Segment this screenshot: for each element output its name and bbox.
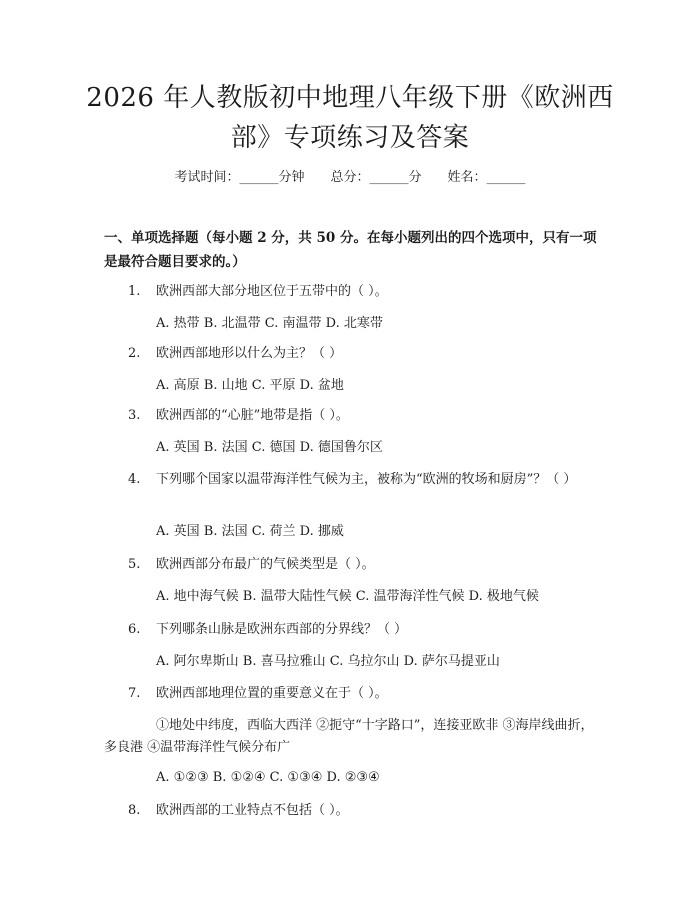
question-stem: 欧洲西部的“心脏”地带是指（ ）。	[156, 408, 349, 423]
name-field: 姓名：______	[447, 170, 526, 185]
question-item	[104, 281, 596, 303]
question-options: A. 阿尔卑斯山 B. 喜马拉雅山 C. 乌拉尔山 D. 萨尔马提亚山	[156, 654, 500, 669]
question-number: 5.	[128, 557, 141, 572]
question-item	[104, 405, 596, 427]
question-stem: 欧洲西部大部分地区位于五带中的（ ）。	[156, 284, 388, 299]
question-item	[104, 343, 596, 365]
question-item	[104, 800, 596, 822]
question-stem: 欧洲西部地形以什么为主？（ ）	[156, 346, 343, 361]
document-title	[70, 78, 630, 158]
question-options: A. 英国 B. 法国 C. 荷兰 D. 挪威	[156, 524, 344, 539]
question-item	[104, 619, 596, 641]
question-options: A. ①②③ B. ①②④ C. ①③④ D. ②③④	[156, 770, 380, 785]
section-heading-line-2: 是最符合题目要求的。）	[104, 254, 246, 270]
question-stem: 欧洲西部的工业特点不包括（ ）。	[156, 803, 349, 818]
question-number: 1.	[128, 284, 141, 299]
question-options: A. 地中海气候 B. 温带大陆性气候 C. 温带海洋性气候 D. 极地气候	[156, 589, 539, 604]
question-number: 4.	[128, 472, 141, 487]
section-heading-line-1: 一、单项选择题（每小题 2 分，共 50 分。在每小题列出的四个选项中，只有一项	[104, 230, 597, 246]
total-score-field: 总分：______分	[330, 170, 422, 185]
title-line-2: 部》专项练习及答案	[230, 123, 470, 153]
question-number: 8.	[128, 803, 141, 818]
question-options: A. 高原 B. 山地 C. 平原 D. 盆地	[156, 378, 344, 393]
question-stem: 欧洲西部分布最广的气候类型是（ ）。	[156, 557, 375, 572]
question-stem: 欧洲西部地理位置的重要意义在于（ ）。	[156, 686, 388, 701]
question-options: A. 英国 B. 法国 C. 德国 D. 德国鲁尔区	[156, 440, 383, 455]
question-stem: 下列哪个国家以温带海洋性气候为主，被称为“欧洲的牧场和厨房”？（ ）	[156, 472, 577, 487]
question-item	[104, 469, 596, 491]
question-stem: 下列哪条山脉是欧洲东西部的分界线？（ ）	[156, 622, 408, 637]
section-heading	[104, 226, 604, 274]
question-number: 6.	[128, 622, 141, 637]
title-line-1: 2026 年人教版初中地理八年级下册《欧洲西	[86, 83, 614, 113]
question-options: A. 热带 B. 北温带 C. 南温带 D. 北寒带	[156, 316, 383, 331]
question-statements: ①地处中纬度，西临大西洋 ②扼守“十字路口”，连接亚欧非 ③海岸线曲折，多良港 ④温带海洋性气候分布广	[104, 718, 594, 755]
question-number: 2.	[128, 346, 141, 361]
question-number: 7.	[128, 686, 141, 701]
question-item	[104, 683, 596, 705]
question-number: 3.	[128, 408, 141, 423]
question-item	[104, 554, 596, 576]
exam-time-field: 考试时间：______分钟	[174, 170, 305, 185]
exam-meta	[0, 168, 700, 188]
